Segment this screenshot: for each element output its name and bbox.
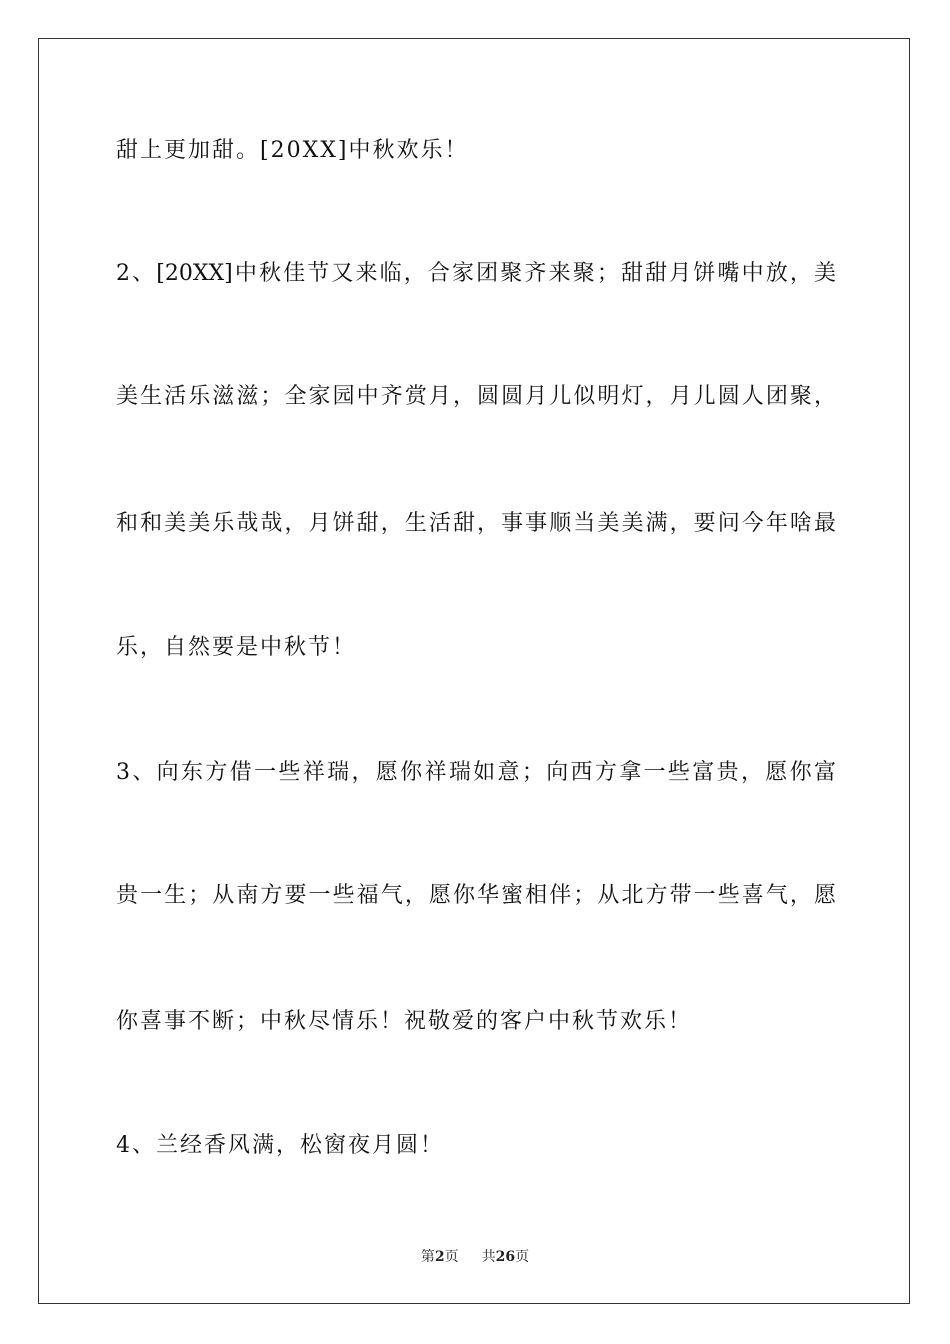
footer-total-pages: 26 (495, 1249, 516, 1265)
text-line-2: 2、[20XX]中秋佳节又来临，合家团聚齐来聚；甜甜月饼嘴中放，美 (116, 261, 836, 286)
text-line-1: 甜上更加甜。[20XX]中秋欢乐！ (116, 138, 469, 163)
text-line-8: 你喜事不断；中秋尽情乐！祝敬爱的客户中秋节欢乐！ (116, 1009, 693, 1034)
footer-page-suffix: 页 (444, 1249, 459, 1265)
text-line-3: 美生活乐滋滋；全家园中齐赏月，圆圆月儿似明灯，月儿圆人团聚， (116, 384, 836, 409)
footer-total-prefix: 共 (481, 1249, 496, 1265)
text-line-6: 3、向东方借一些祥瑞，愿你祥瑞如意；向西方拿一些富贵，愿你富 (116, 760, 836, 785)
page-footer (0, 1246, 950, 1266)
footer-total-suffix: 页 (515, 1249, 530, 1265)
text-line-9: 4、兰经香风满，松窗夜月圆！ (116, 1133, 444, 1158)
text-line-4: 和和美美乐哉哉，月饼甜，生活甜，事事顺当美美满，要问今年啥最 (116, 511, 836, 536)
footer-page-prefix: 第 (420, 1249, 435, 1265)
page-frame (38, 38, 910, 1304)
text-line-7: 贵一生；从南方要一些福气，愿你华蜜相伴；从北方带一些喜气，愿 (116, 883, 836, 908)
footer-page-number: 2 (434, 1249, 445, 1265)
text-line-5: 乐，自然要是中秋节！ (116, 635, 357, 660)
